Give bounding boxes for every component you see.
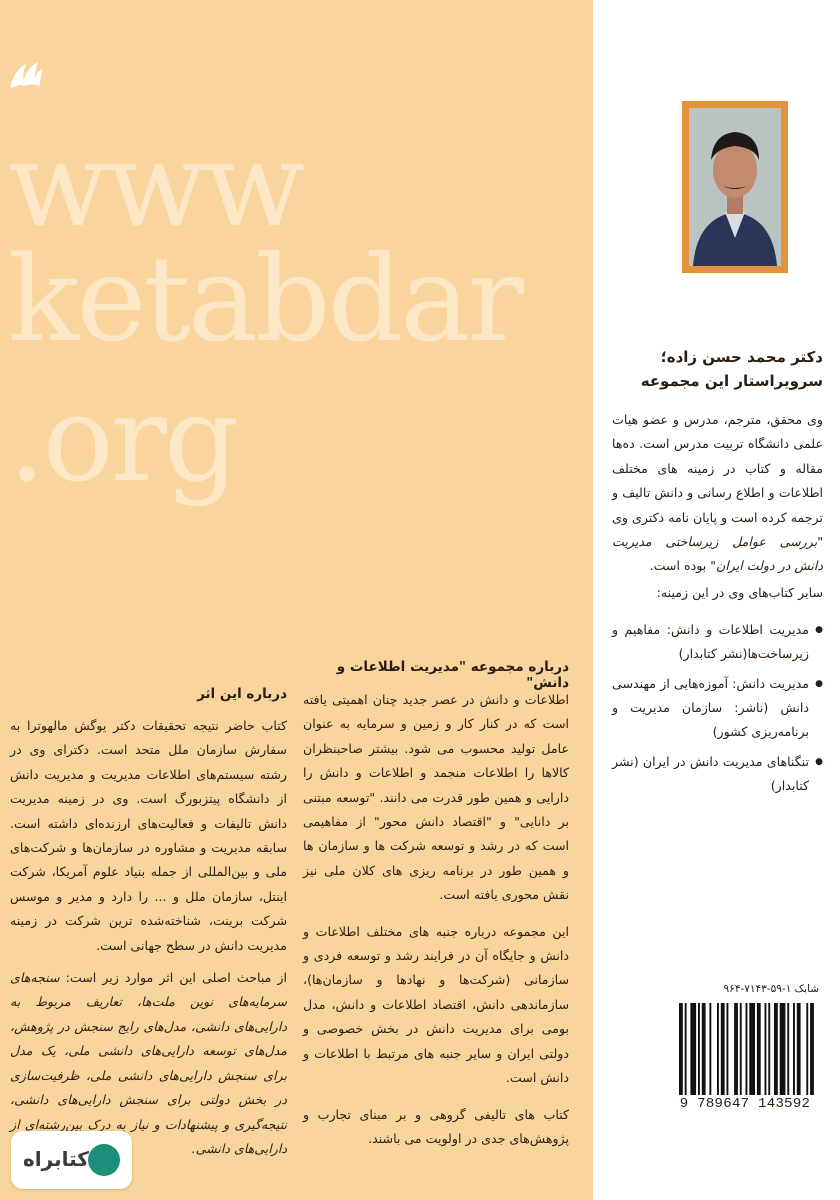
barcode-bar [702,1003,706,1095]
watermark-line-3: .org [8,370,237,508]
barcode-bar [685,1003,687,1095]
isbn-barcode [671,983,819,1123]
barcode-bar [787,1003,789,1095]
portrait-illustration [689,108,781,266]
book-section-body [10,714,287,1161]
author-bio-end: بوده است. [649,558,707,574]
watermark-line-1: www [8,115,303,253]
collection-paragraph-3: کتاب های تالیفی گروهی و بر مبنای تجارب و پژوهش‌های جدی در اولویت می باشند. [303,1106,569,1146]
barcode-bar [679,1003,683,1095]
author-books-list [612,618,823,804]
ketabrah-badge-text: کتابراه [23,1147,89,1171]
ketabrah-badge[interactable] [11,1131,132,1189]
author-book-item: ● مدیریت دانش: آموزه‌هایی از مهندسی دانش (ناشر: سازمان مدیریت و برنامه‌ریزی کشور) [612,672,823,744]
author-bio-paragraph [612,408,823,579]
barcode-bar [717,1003,719,1095]
publisher-logo-icon [8,58,44,92]
barcode-bar [810,1003,814,1095]
barcode-bar [740,1003,742,1095]
collection-paragraph-1: اطلاعات و دانش در عصر جدید چنان اهمیتی یافته است که در کنار کار و زمین و سرمایه به عنوان عامل تولید محسوب می شود. بیشتر صاحبنظران کالاها را اطلاعات منجمد و اطلاعات و دانش را دارایی و همین طور قدرت می دانند. "توسعه مبتنی بر دانایی" و "اقتصاد دانش محور" از مفاهیمی است که در رشد و توسعه شرکت ها و سازمان ها و همین طور در برنامه ریزی های کلان ملی نیز نقش محوری یافته است. [303,692,569,903]
barcode-bar [768,1003,770,1095]
barcode-bar [797,1003,801,1095]
book-paragraph-1: کتاب حاضر نتیجه تحقیقات دکتر یوگش مالهوترا به سفارش سازمان ملل متحد است. دکترای وی در رشته سیستم‌های اطلاعات مدیریت و مدیریت دانش از دانشگاه پیتزبورگ است. وی در زمینه مدیریت دانش تالیفات و فعالیت‌های ارزنده‌ای داشته است. سابقه مدیریت و مشاوره در سازمان‌ها و شرکت‌های ملی و بین‌المللی از جمله بنیاد علوم آمریکا، شرکت اینتل، سازمان ملل و ... را دارد و مدیر و موسس شرکت برینت، شناخته‌شده ترین شرکت در زمینه مدیریت دانش در سطح جهانی است. [10,718,287,953]
author-thesis-title: "بررسی عوامل زیرساختی مدیریت دانش در دولت ایران" [612,534,823,574]
barcode-bar [698,1003,700,1095]
barcode-icon [671,1003,819,1101]
watermark-line-2: ketabdar [8,230,521,368]
book-paragraph-2-topics: سنجه‌های سرمایه‌های نوین ملت‌ها، تعاریف مربوط به دارایی‌های دانشی، مدل‌های رایج سنجش در پژوهش، مدل‌های توسعه دارایی‌های دانشی ملی، یک مدل برای سنجش دارایی‌های دانشی ملی، ظرفیت‌سازی در بخش دولتی برای سنجش دارایی‌های دانشی، نتیجه‌گیری و پیشنهادات و نیاز به درک بین‌رشته‌ای از دارایی‌های دانشی. [10,970,287,1156]
collection-section-body [303,688,569,1151]
other-books-intro: سایر کتاب‌های وی در این زمینه: [656,584,823,600]
author-name [623,345,823,393]
author-book-item: ● مدیریت اطلاعات و دانش: مفاهیم و زیرساخت‌ها(نشر کتابدار) [612,618,823,666]
author-portrait [689,108,781,266]
collection-paragraph-2: این مجموعه درباره جنبه های مختلف اطلاعات و دانش و جایگاه آن در فرایند رشد و توسعه فردی و سازمانی (شرکت‌ها و نهادها و سازمان‌ها)، سازماندهی دانش، اقتصاد اطلاعات و دانش، مدل بومی برای مدیریت دانش در بخش خصوصی و دولتی ایران و سایر جنبه های مرتبط با اطلاعات و دانش است. [303,923,569,1086]
isbn-digits: 9 789647 143592 [679,1096,811,1112]
author-name-line-2: سرویراستار این مجموعه [640,372,823,390]
barcode-bar [746,1003,748,1095]
author-book-item: ● تنگناهای مدیریت دانش در ایران (نشر کتابدار) [612,750,823,798]
barcode-bar [765,1003,767,1095]
barcode-bar [749,1003,755,1095]
barcode-bar [734,1003,738,1095]
barcode-bar [793,1003,795,1095]
barcode-bar [709,1003,711,1095]
barcode-bar [721,1003,725,1095]
barcode-bar [690,1003,696,1095]
book-section-title: درباره این اثر [197,686,287,702]
author-bio-text: وی محقق، مترجم، مدرس و عضو هیات علمی دانشگاه تربیت مدرس است. ده‌ها مقاله و کتاب در زمینه های مختلف اطلاعات و اطلاع رسانی و دانش تالیف و ترجمه کرده است و پایان نامه دکتری وی [612,412,823,525]
barcode-bar [806,1003,808,1095]
barcode-bar [727,1003,729,1095]
author-bio [612,408,823,605]
isbn-label: شابک ۱-۵۹-۷۱۴۳-۹۶۴ [723,983,819,995]
author-photo [682,101,788,273]
barcode-bar [774,1003,778,1095]
barcode-bar [780,1003,786,1095]
barcode-bar [757,1003,761,1095]
collection-section-title: درباره مجموعه "مدیریت اطلاعات و دانش" [336,659,569,691]
ketabrah-logo-icon [88,1144,120,1176]
author-name-line-1: دکتر محمد حسن زاده؛ [660,348,823,366]
book-paragraph-2-intro: از مباحث اصلی این اثر موارد زیر است: [65,970,287,986]
